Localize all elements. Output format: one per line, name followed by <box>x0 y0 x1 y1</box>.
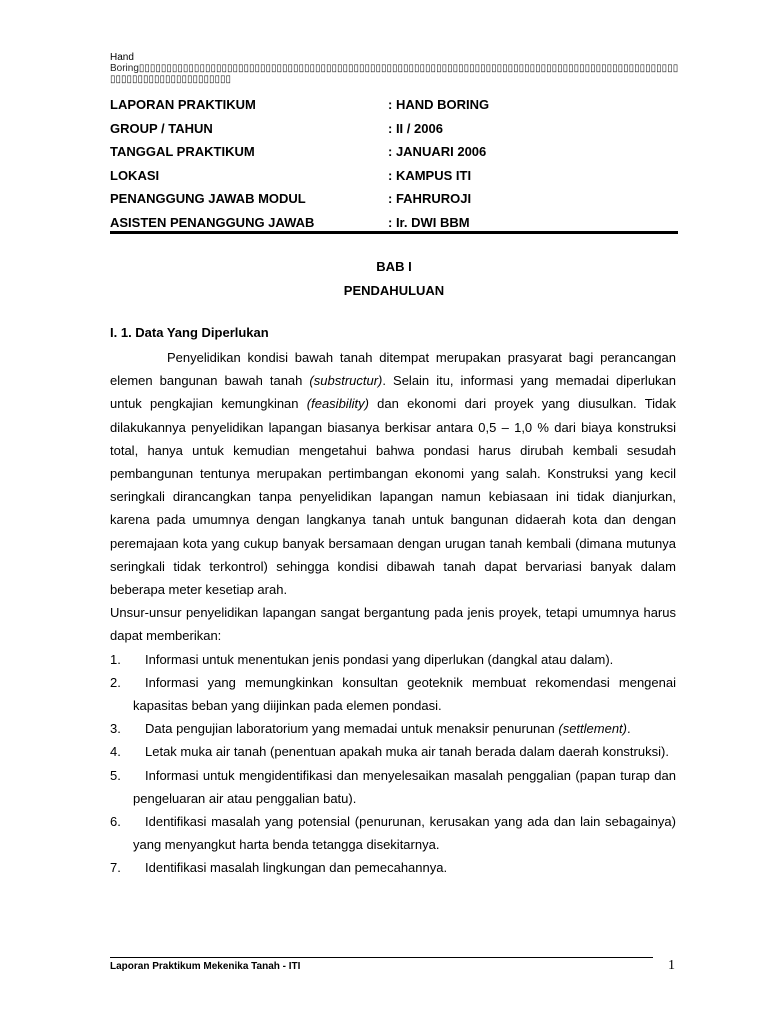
paragraph: Unsur-unsur penyelidikan lapangan sangat bergantung pada jenis proyek, tetapi umumnya harus dapat memberikan: <box>110 605 676 644</box>
list-text: Informasi untuk mengidentifikasi dan menyelesaikan masalah penggalian (papan turap dan pengeluaran air atau penggalian batu). <box>133 767 676 806</box>
meta-label: GROUP / TAHUN <box>110 120 213 136</box>
section-title: I. 1. Data Yang Diperlukan <box>110 325 269 340</box>
footer-divider <box>110 957 653 958</box>
metadata-divider <box>110 231 678 234</box>
meta-value: : II / 2006 <box>388 120 443 136</box>
requirements-list <box>110 648 676 880</box>
list-item <box>110 810 676 856</box>
list-item <box>110 648 676 671</box>
meta-value: : Ir. DWI BBM <box>388 214 470 230</box>
header-title-start: Boring <box>110 63 139 74</box>
list-text: Identifikasi masalah yang potensial (penurunan, kerusakan yang ada dan lain sebagainya) yang menyangkut harta benda tetangga disekitarnya. <box>133 814 676 853</box>
list-number: 2. <box>110 674 121 690</box>
meta-row <box>110 140 678 164</box>
body-text <box>110 346 676 880</box>
meta-value: : JANUARI 2006 <box>388 144 487 160</box>
page-header <box>110 52 680 89</box>
meta-value: : HAND BORING <box>388 97 490 113</box>
header-garbled-text <box>110 63 680 89</box>
meta-label: LOKASI <box>110 167 160 183</box>
meta-label: LAPORAN PRAKTIKUM <box>110 97 256 113</box>
list-item <box>110 856 676 879</box>
meta-row <box>110 164 678 188</box>
meta-value: : FAHRUROJI <box>388 191 472 207</box>
list-text: Informasi untuk menentukan jenis pondasi yang diperlukan (dangkal atau dalam). <box>145 651 614 667</box>
page-number: 1 <box>668 958 675 973</box>
meta-label: TANGGAL PRAKTIKUM <box>110 144 255 160</box>
meta-label: PENANGGUNG JAWAB MODUL <box>110 191 306 207</box>
list-text: Identifikasi masalah lingkungan dan pemecahannya. <box>145 860 448 876</box>
text-run: Penyelidikan kondisi bawah tanah ditempat merupakan prasyarat bagi perancangan elemen bangunan bawah tanah <box>110 350 676 389</box>
list-number: 5. <box>110 767 121 783</box>
meta-row <box>110 93 678 117</box>
italic-term: (settlement) <box>558 721 627 737</box>
paragraph <box>110 346 676 601</box>
footer-text: Laporan Praktikum Mekenika Tanah - ITI <box>110 961 301 972</box>
chapter-number: BAB I <box>376 259 412 274</box>
list-item <box>110 717 676 740</box>
meta-row <box>110 187 678 211</box>
header-title-line: Hand <box>110 52 134 63</box>
meta-label: ASISTEN PENANGGUNG JAWAB <box>110 214 315 230</box>
meta-row <box>110 117 678 141</box>
text-run: . Selain itu, informasi yang memadai diperlukan untuk pengkajian kemungkinan <box>110 373 677 412</box>
report-metadata <box>110 93 678 234</box>
italic-term: (feasibility) <box>306 396 369 412</box>
list-text: Data pengujian laboratorium yang memadai untuk menaksir penurunan <box>145 721 559 737</box>
list-number: 6. <box>110 814 121 830</box>
meta-value: : KAMPUS ITI <box>388 167 472 183</box>
italic-term: (substructur) <box>309 373 383 389</box>
list-item <box>110 740 676 763</box>
list-number: 3. <box>110 721 121 737</box>
text-run: dan ekonomi dari proyek yang diusulkan. Tidak dilakukannya penyelidikan lapangan biasanya berkisar antara 0,5 – 1,0 % dari biaya konstruksi total, hanya untuk kemudian mengetahui bahwa pondasi harus dirubah kembali sesudah pembangunan tentunya merupakan pertimbangan ekonomi yang salah. Konstruksi yang kecil seringkali dirancangkan tanpa penyelidikan lapangan namun kebiasaan ini tidak dianjurkan, karena pada umumnya dengan langkanya tanah untuk bangunan didaerah kota dan dengan peremajaan kota yang cukup banyak bersamaan dengan urugan tanah kembali (dimana mutunya seringkali tidak terkontrol) sehingga kondisi dibawah tanah dapat bervariasi banyak dalam beberapa meter kesetiap arah. <box>110 396 676 598</box>
list-number: 7. <box>110 860 121 876</box>
list-text-tail: . <box>627 721 631 737</box>
list-item <box>110 671 676 717</box>
list-item <box>110 764 676 810</box>
list-number: 1. <box>110 651 121 667</box>
list-text: Letak muka air tanah (penentuan apakah muka air tanah berada dalam daerah konstruksi). <box>145 744 669 760</box>
list-text: Informasi yang memungkinkan konsultan geoteknik membuat rekomendasi mengenai kapasitas beban yang diijinkan pada elemen pondasi. <box>133 674 676 714</box>
list-number: 4. <box>110 744 121 760</box>
header-garbled-glyphs: ▯▯▯▯▯▯▯▯▯▯▯▯▯▯▯▯▯▯▯▯▯▯▯▯▯▯▯▯▯▯▯▯▯▯▯▯▯▯▯▯▯▯▯▯▯▯▯▯▯▯▯▯▯▯▯▯▯▯▯▯▯▯▯▯▯▯▯▯▯▯▯▯▯▯▯▯▯▯▯▯▯▯▯▯▯▯▯▯▯▯▯▯▯▯▯▯▯▯▯▯▯▯▯▯▯▯▯▯▯▯▯▯▯▯▯▯▯▯▯▯ <box>110 63 679 85</box>
chapter-title: PENDAHULUAN <box>343 283 445 298</box>
